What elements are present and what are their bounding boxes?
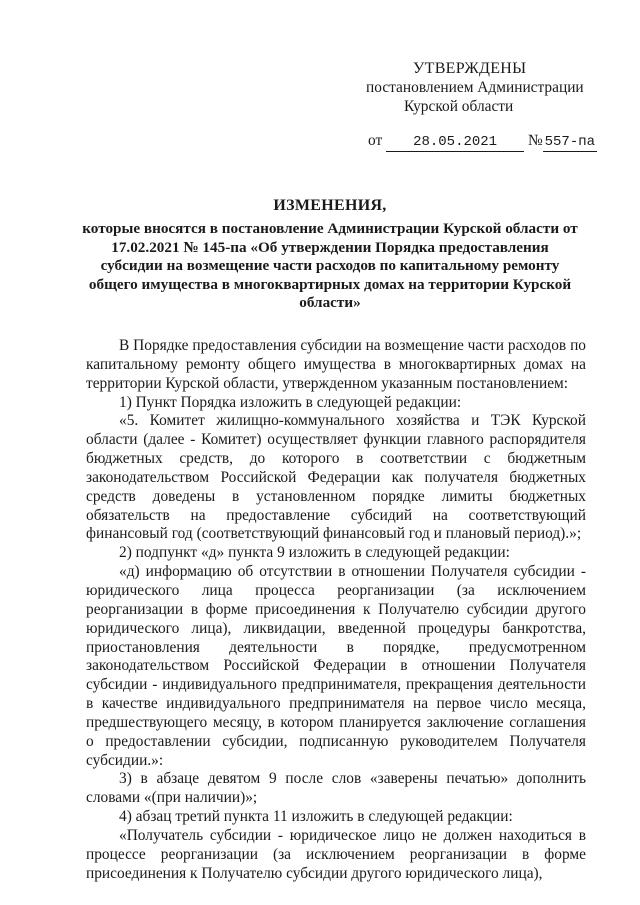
resolution-number: 557-па — [544, 134, 596, 150]
paragraph-item-4: 4) абзац третий пункта 11 изложить в следующей редакции: — [119, 808, 513, 826]
approval-stamp — [366, 59, 606, 116]
document-body — [86, 337, 586, 883]
paragraph-item-1-text: «5. Комитет жилищно-коммунального хозяйства и ТЭК Курской области (далее - Комитет) осуществляет функции главного распорядителя бюджетных средств, до которого в соответствии с бюджетным законодательством Российской Федерации как получателя бюджетных средств доведены в установленном порядке лимиты бюджетных обязательств на предоставление субсидий на соответствующий финансовый год (соответствующий финансовый год и плановый период).»; — [86, 412, 586, 543]
paragraph-intro: В Порядке предоставления субсидии на возмещение части расходов по капитальному ремонту общего имущества в многоквартирных домах на территории Курской области, утвержденном указанным постановлением: — [86, 337, 586, 392]
approval-line-1: постановлением Администрации — [366, 79, 584, 96]
paragraph-item-2-text: «д) информацию об отсутствии в отношении Получателя субсидии - юридического лица процесса реорганизации (за исключением реорганизации в форме присоединения к Получателю субсидии другого юридического лица), ликвидации, введенной процедуры банкротства, приостановления деятельности в порядке, предусмотренном законодательством Российской Федерации в отношении Получателя субсидии - индивидуального предпринимателя, прекращения деятельности в качестве индивидуального предпринимателя на первое число месяца, предшествующего месяцу, в котором планируется заключение соглашения о предоставлении субсидии, подписанную руководителем Получателя субсидии.»: — [86, 563, 586, 769]
number-label: № — [527, 132, 543, 149]
resolution-date: 28.05.2021 — [386, 133, 524, 152]
date-from-label: от — [368, 132, 383, 149]
approval-line-2: Курской области — [404, 98, 514, 115]
paragraph-item-2: 2) подпункт «д» пункта 9 изложить в следующей редакции: — [119, 544, 510, 562]
paragraph-item-4-text: «Получатель субсидии - юридическое лицо не должен находиться в процессе реорганизации (за исключением реорганизации в форме присоединения к Получателю субсидии другого юридического лица), — [86, 826, 586, 882]
document-title: ИЗМЕНЕНИЯ, — [273, 197, 387, 214]
approval-title: УТВЕРЖДЕНЫ — [413, 60, 527, 77]
paragraph-item-3: 3) в абзаце девятом 9 после слов «заверены печатью» дополнить словами «(при наличии)»; — [86, 770, 586, 807]
paragraph-item-1: 1) Пункт Порядка изложить в следующей редакции: — [119, 393, 462, 411]
resolution-dateline — [368, 132, 597, 152]
document-heading — [80, 196, 580, 313]
document-subtitle: которые вносятся в постановление Администрации Курской области от 17.02.2021 № 145-па «Об утверждении Порядка предоставления субсидии на возмещение части расходов по капитальному ремонту общего имущества в многоквартирных домах на территории Курской области» — [82, 220, 578, 311]
